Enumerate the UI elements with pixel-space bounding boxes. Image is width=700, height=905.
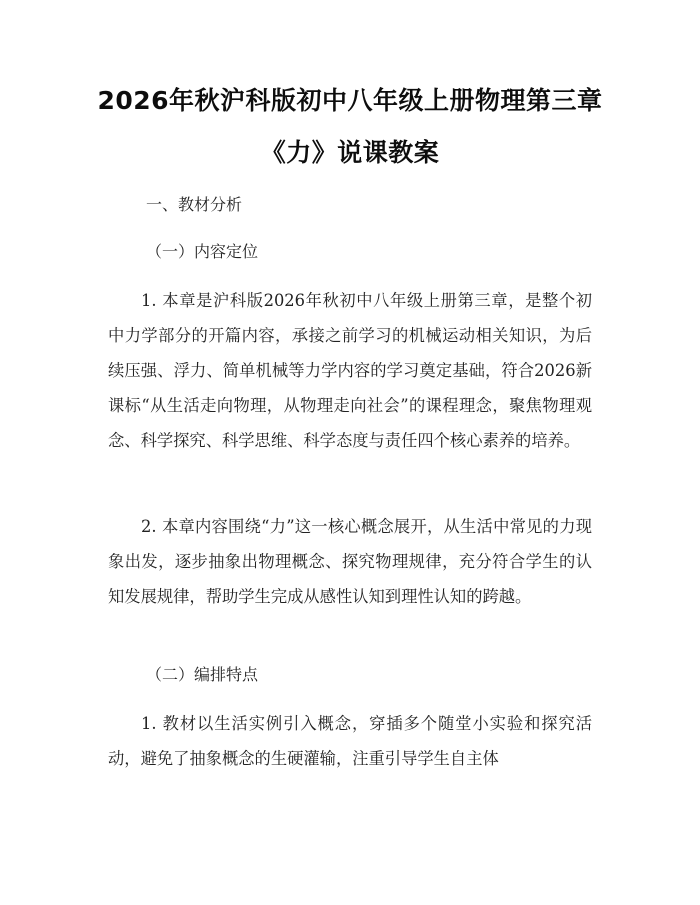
document-title-line-1: 2026年秋沪科版初中八年级上册物理第三章 [97,86,603,115]
paragraph-2: 2. 本章内容围绕“力”这一核心概念展开，从生活中常见的力现象出发，逐步抽象出物理概念、探究物理规律，充分符合学生的认知发展规律，帮助学生完成从感性认知到理性认知的跨越。 [108,517,592,606]
subsection-heading-layout-features: （二）编排特点 [146,665,259,684]
document-title-line-2: 《力》说课教案 [260,138,440,167]
subsection-heading-content-positioning: （一）内容定位 [146,242,259,261]
section-heading-textbook-analysis: 一、教材分析 [146,195,243,214]
paragraph-3: 1. 教材以生活实例引入概念，穿插多个随堂小实验和探究活动，避免了抽象概念的生硬灌输，注重引导学生自主体 [108,714,592,768]
paragraph-1: 1. 本章是沪科版2026年秋初中八年级上册第三章，是整个初中力学部分的开篇内容，承接之前学习的机械运动相关知识，为后续压强、浮力、简单机械等力学内容的学习奠定基础，符合2026新课标“从生活走向物理，从物理走向社会”的课程理念，聚焦物理观念、科学探究、科学思维、科学态度与责任四个核心素养的培养。 [108,291,592,450]
